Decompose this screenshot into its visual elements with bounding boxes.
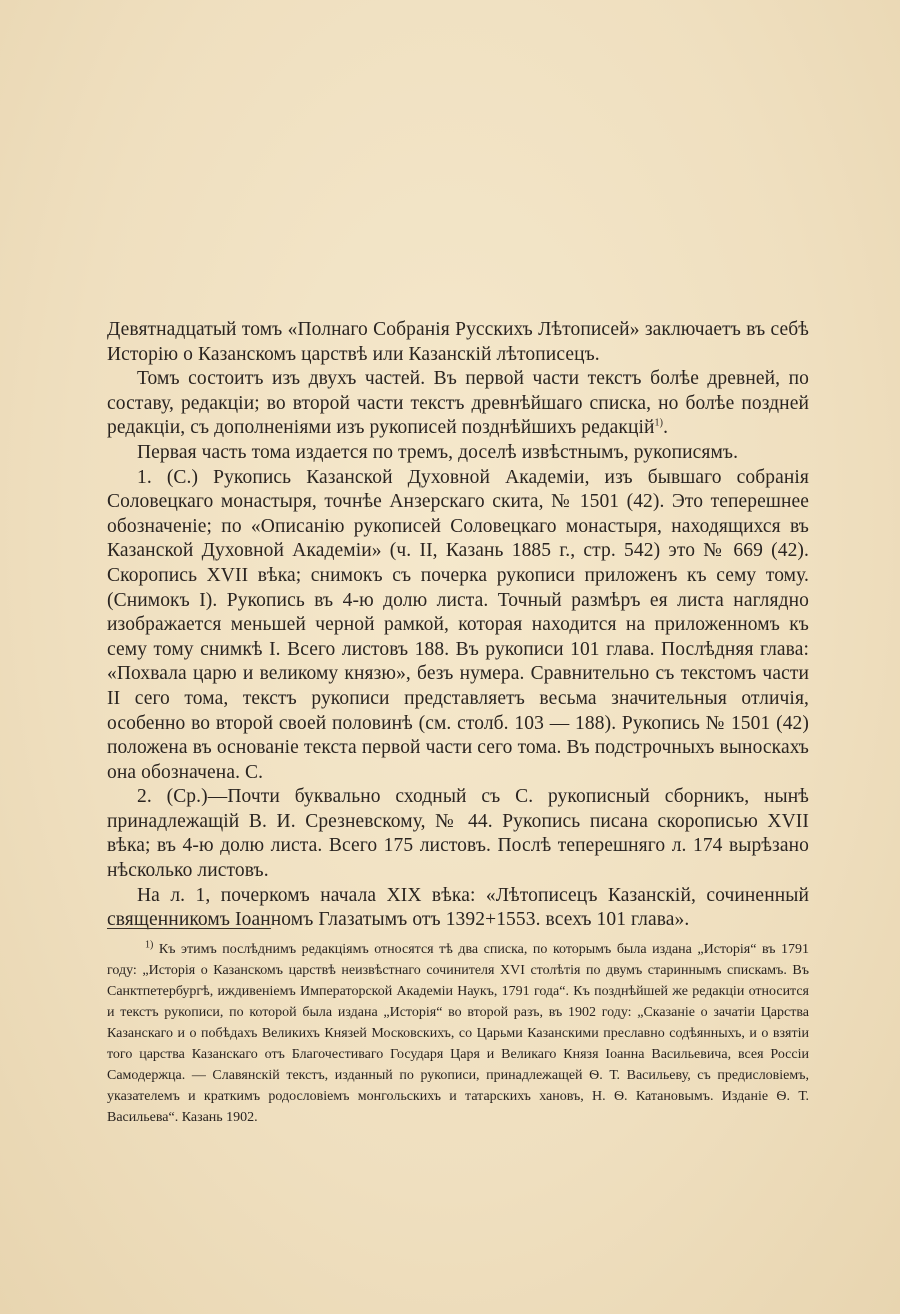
paragraph-intro: Девятнадцатый томъ «Полнаго Собранія Русскихъ Лѣтописей» заключаетъ въ себѣ Исторію о Казанскомъ царствѣ или Казанскій лѣтописецъ.: [107, 319, 809, 365]
footnote: [107, 939, 809, 1128]
paragraph-sheet-1: На л. 1, почеркомъ начала XIX вѣка: «Лѣтописецъ Казанскій, сочиненный священникомъ Іоанномъ Глазатымъ отъ 1392+1553. всехъ 101 глава».: [107, 884, 809, 931]
main-text: [107, 318, 809, 933]
page-content: [107, 318, 809, 1125]
footnote-divider: [107, 928, 271, 929]
footnote-text: Къ этимъ послѣднимъ редакціямъ относятся тѣ два списка, по которымъ была издана „Исторія“ въ 1791 году: „Исторія о Казанскомъ царствѣ неизвѣстнаго сочинителя XVI столѣтія по двумъ стариннымъ спискамъ. Въ Санктпетербургѣ, иждивеніемъ Императорской Академіи Наукъ, 1791 года“. Къ позднѣйшей же редакціи относится и текстъ рукописи, по которой была издана „Исторія“ во второй разъ, въ 1902 году: „Сказаніе о зачатіи Царства Казанскаго и о побѣдахъ Великихъ Князей Московскихъ, со Царьми Казанскими преславно содѣянныхъ, и о взятіи того царства Казанскаго отъ Благочестиваго Государя Царя и Великаго Князя Іоанна Васильевича, всея Россіи Самодержца. — Славянскій текстъ, изданный по рукописи, принадлежащей Ѳ. Т. Васильеву, съ предисловіемъ, указателемъ и краткимъ родословіемъ монгольскихъ и татарскихъ хановъ, Н. Ѳ. Катановымъ. Изданіе Ѳ. Т. Васильева“. Казань 1902.: [107, 942, 809, 1125]
footnote-reference: 1): [654, 417, 664, 429]
footnote-marker: 1): [145, 939, 154, 951]
paragraph-parts: [107, 367, 809, 441]
paragraph-manuscript-1: 1. (С.) Рукопись Казанской Духовной Академіи, изъ бывшаго собранія Соловецкаго монастыря, точнѣе Анзерскаго скита, № 1501 (42). Это теперешнее обозначеніе; по «Описанію рукописей Соловецкаго монастыря, находящихся въ Казанской Духовной Академіи» (ч. II, Казань 1885 г., стр. 542) это № 669 (42). Скоропись XVII вѣка; снимокъ съ почерка рукописи приложенъ къ сему тому. (Снимокъ I). Рукопись въ 4-ю долю листа. Точный размѣръ ея листа наглядно изображается меньшей черной рамкой, которая находится на приложенномъ къ сему тому снимкѣ I. Всего листовъ 188. Въ рукописи 101 глава. Послѣдняя глава: «Похвала царю и великому князю», безъ нумера. Сравнительно съ текстомъ части II сего тома, текстъ рукописи представляетъ весьма значительныя отличія, особенно во второй своей половинѣ (см. столб. 103 — 188). Рукопись № 1501 (42) положена въ основаніе текста первой части сего тома. Въ подстрочныхъ выноскахъ она обозначена. С.: [107, 466, 809, 783]
paragraph-parts-period: .: [663, 417, 669, 439]
footnote-paragraph: [107, 939, 809, 1128]
paragraph-manuscript-2: 2. (Ср.)—Почти буквально сходный съ С. рукописный сборникъ, нынѣ принадлежащій В. И. Срезневскому, № 44. Рукопись писана скорописью XVII вѣка; въ 4-ю долю листа. Всего 175 листовъ. Послѣ теперешняго л. 174 вырѣзано нѣсколько листовъ.: [107, 786, 809, 882]
paragraph-first-part: Первая часть тома издается по тремъ, доселѣ извѣстнымъ, рукописямъ.: [137, 441, 739, 463]
paragraph-parts-text: Томъ состоитъ изъ двухъ частей. Въ первой части текстъ болѣе древней, по составу, редакціи; во второй части текстъ древнѣйшаго списка, но болѣе поздней редакціи, съ дополненіями изъ рукописей позднѣйшихъ редакцій: [107, 368, 809, 439]
